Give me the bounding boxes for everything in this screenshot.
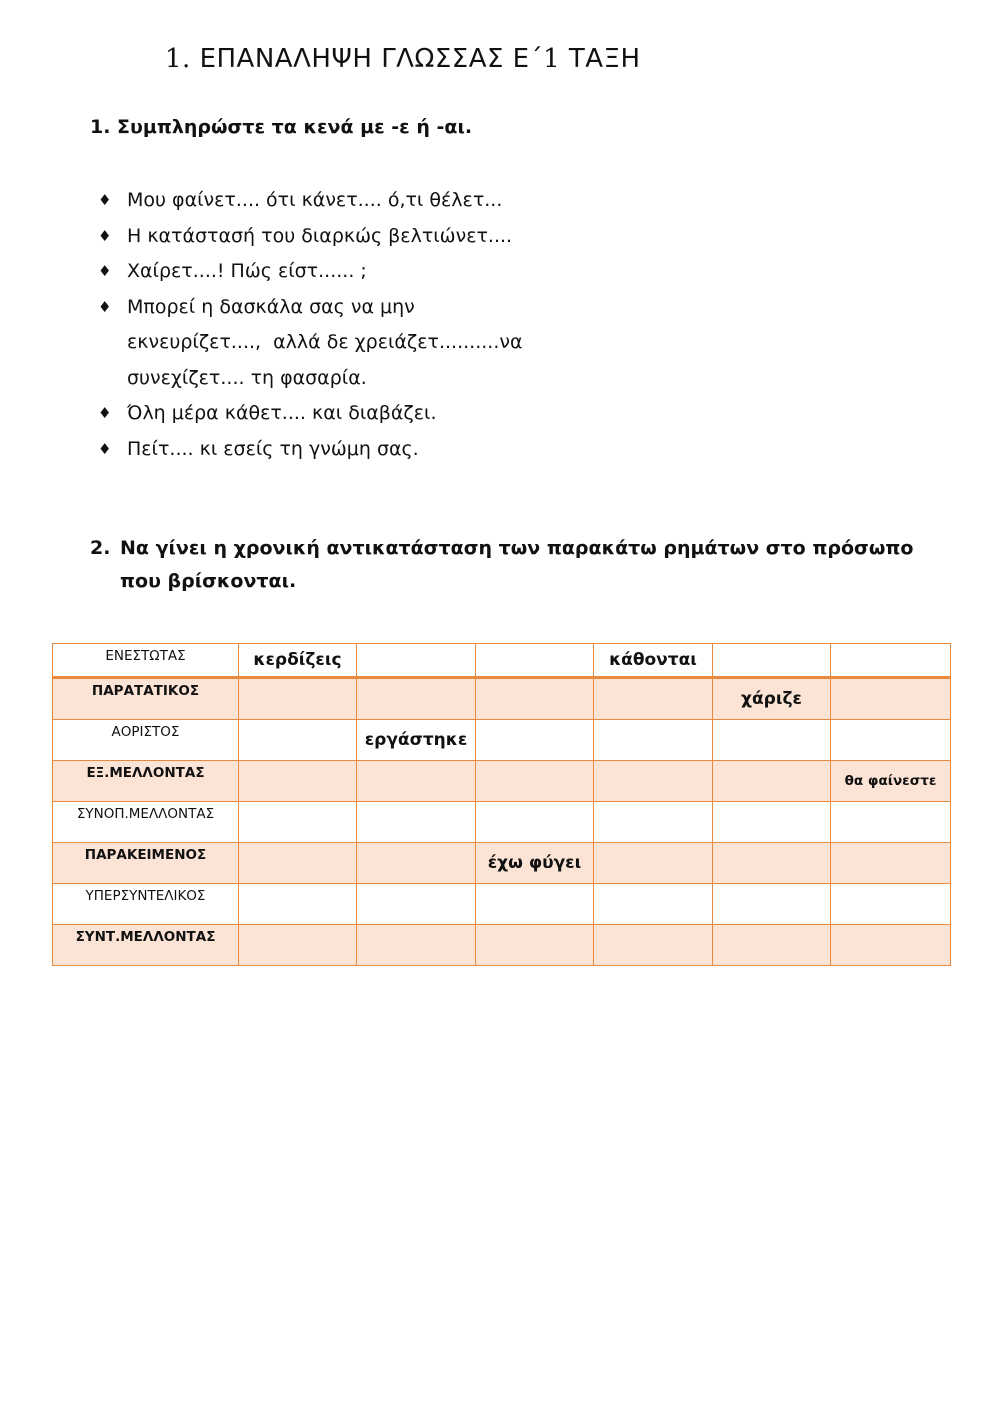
diamond-bullet-icon: ♦ [98, 191, 112, 209]
answer-cell[interactable]: έχω φύγει [476, 843, 594, 884]
answer-cell[interactable] [594, 720, 713, 761]
answer-cell[interactable] [831, 720, 951, 761]
answer-cell[interactable] [594, 884, 713, 925]
answer-cell[interactable] [476, 884, 594, 925]
tense-label: ΣΥΝΟΠ.ΜΕΛΛΟΝΤΑΣ [53, 802, 239, 843]
title-suffix: ΤΑΞΗ [568, 44, 641, 74]
answer-cell[interactable] [831, 644, 951, 678]
answer-cell[interactable] [476, 925, 594, 966]
tense-label: ΠΑΡΑΚΕΙΜΕΝΟΣ [53, 843, 239, 884]
answer-cell[interactable]: εργάστηκε [357, 720, 476, 761]
diamond-bullet-icon: ♦ [98, 439, 112, 458]
list-item-line: εκνευρίζετ...., αλλά δε χρειάζετ..........να [127, 331, 523, 353]
answer-cell[interactable] [357, 761, 476, 802]
answer-cell[interactable]: θα φαίνεστε [831, 761, 951, 802]
list-item-text: Χαίρετ....! Πώς είστ...... ; [127, 260, 367, 282]
tense-label: ΑΟΡΙΣΤΟΣ [53, 720, 239, 761]
table-row [53, 802, 951, 843]
list-item [98, 183, 598, 219]
answer-cell[interactable] [357, 843, 476, 884]
answer-cell[interactable]: χάριζε [713, 678, 831, 720]
table-row [53, 884, 951, 925]
answer-cell[interactable] [713, 720, 831, 761]
tense-label: ΥΠΕΡΣΥΝΤΕΛΙΚΟΣ [53, 884, 239, 925]
exercise1-heading: 1. Συμπληρώστε τα κενά με -ε ή -αι. [90, 116, 473, 138]
answer-cell[interactable] [239, 678, 357, 720]
answer-cell[interactable]: κερδίζεις [239, 644, 357, 678]
exercise1-list [98, 183, 598, 467]
answer-cell[interactable] [713, 884, 831, 925]
tense-label: ΠΑΡΑΤΑΤΙΚΟΣ [53, 678, 239, 720]
answer-cell[interactable] [713, 802, 831, 843]
answer-cell[interactable] [357, 925, 476, 966]
answer-cell[interactable] [476, 644, 594, 678]
list-item-text: Πείτ.... κι εσείς τη γνώμη σας. [127, 437, 419, 460]
answer-cell[interactable] [357, 884, 476, 925]
tense-label: ΣΥΝΤ.ΜΕΛΛΟΝΤΑΣ [53, 925, 239, 966]
answer-cell[interactable] [357, 644, 476, 678]
title-class-number: 1 [543, 44, 561, 74]
page-title [165, 44, 641, 74]
list-item-text: Όλη μέρα κάθετ.... και διαβάζει. [127, 402, 437, 424]
list-item [98, 396, 598, 432]
title-number: 1. [165, 44, 191, 74]
answer-cell[interactable] [476, 802, 594, 843]
table-row [53, 678, 951, 720]
answer-cell[interactable] [594, 678, 713, 720]
list-item [98, 432, 598, 468]
tense-label: ΕΞ.ΜΕΛΛΟΝΤΑΣ [53, 761, 239, 802]
answer-cell[interactable] [713, 925, 831, 966]
answer-cell[interactable] [594, 925, 713, 966]
answer-cell[interactable] [713, 644, 831, 678]
answer-cell[interactable] [831, 843, 951, 884]
list-item [98, 219, 598, 255]
table-row [53, 925, 951, 966]
answer-cell[interactable] [594, 843, 713, 884]
answer-cell[interactable] [831, 678, 951, 720]
answer-cell[interactable] [239, 720, 357, 761]
list-item [98, 290, 598, 397]
table-row [53, 761, 951, 802]
answer-cell[interactable] [476, 761, 594, 802]
word: η [201, 295, 214, 318]
answer-cell[interactable] [831, 925, 951, 966]
word: να μην [350, 295, 415, 318]
title-text: ΕΠΑΝΑΛΗΨΗ ΓΛΩΣΣΑΣ Ε΄ [199, 44, 544, 74]
diamond-bullet-icon: ♦ [98, 404, 112, 422]
word: σας [309, 295, 345, 318]
list-item-text: Μου φαίνετ.... ότι κάνετ.... ό,τι θέλετ... [127, 189, 503, 211]
exercise2-line1: Να γίνει η χρονική αντικατάσταση των παρακάτω ρημάτων στο πρόσωπο [120, 537, 914, 559]
answer-cell[interactable] [357, 802, 476, 843]
list-item [98, 254, 598, 290]
answer-cell[interactable] [476, 720, 594, 761]
answer-cell[interactable] [713, 761, 831, 802]
answer-cell[interactable]: κάθονται [594, 644, 713, 678]
answer-cell[interactable] [594, 761, 713, 802]
answer-cell[interactable] [594, 802, 713, 843]
answer-cell[interactable] [239, 925, 357, 966]
answer-cell[interactable] [357, 678, 476, 720]
answer-cell[interactable] [239, 884, 357, 925]
answer-cell[interactable] [831, 884, 951, 925]
list-item-line [127, 290, 555, 326]
word: Μπορεί [127, 295, 196, 318]
answer-cell[interactable] [239, 761, 357, 802]
table-row [53, 843, 951, 884]
diamond-bullet-icon: ♦ [98, 297, 112, 316]
tense-table [52, 643, 951, 966]
answer-cell[interactable] [239, 843, 357, 884]
list-item-text: Η κατάστασή του διαρκώς βελτιώνετ.... [127, 224, 513, 247]
exercise2-number: 2. [90, 537, 111, 559]
exercise2-line2: που βρίσκονται. [120, 570, 297, 592]
word: δασκάλα [219, 295, 304, 318]
answer-cell[interactable] [713, 843, 831, 884]
diamond-bullet-icon: ♦ [98, 226, 112, 245]
answer-cell[interactable] [239, 802, 357, 843]
tense-label: ΕΝΕΣΤΩΤΑΣ [53, 644, 239, 678]
table-row [53, 644, 951, 678]
list-item-line: συνεχίζετ.... τη φασαρία. [127, 366, 367, 389]
table-row [53, 720, 951, 761]
answer-cell[interactable] [831, 802, 951, 843]
exercise2-heading [90, 532, 950, 598]
diamond-bullet-icon: ♦ [98, 262, 112, 280]
answer-cell[interactable] [476, 678, 594, 720]
